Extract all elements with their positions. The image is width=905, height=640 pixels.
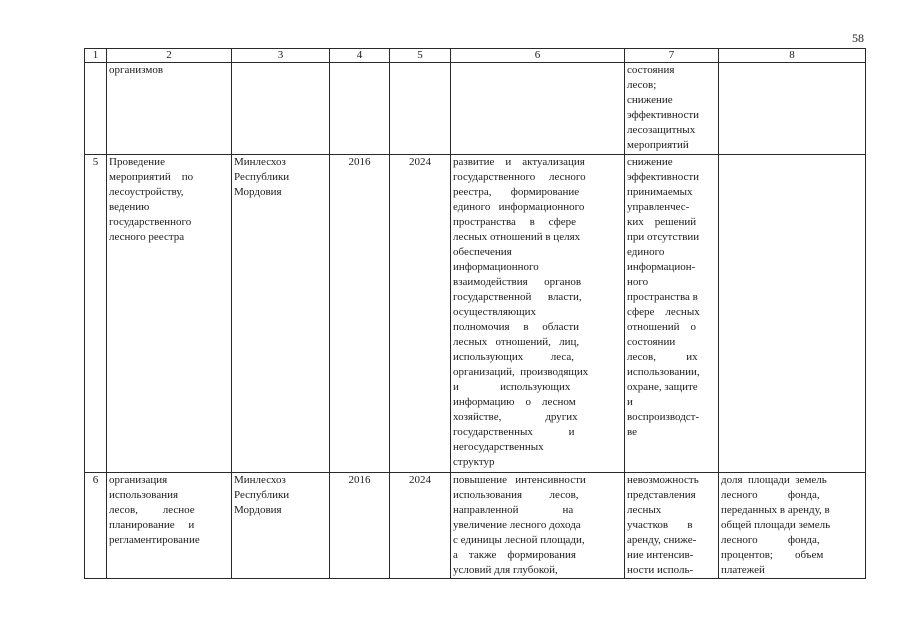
cell-line: процентов; объем	[721, 549, 824, 561]
cell-line: Республики	[234, 171, 290, 183]
cell-line: отношений о	[627, 321, 697, 333]
cell-line: переданных в аренду, в	[721, 504, 830, 516]
cell-line: лесного фонда,	[721, 489, 820, 501]
start-year	[330, 63, 390, 155]
start-year: 2016	[330, 473, 390, 579]
cell-line: ве	[627, 426, 638, 438]
header-cell: 7	[625, 49, 719, 63]
start-year: 2016	[330, 155, 390, 473]
cell-line: лесных	[627, 504, 662, 516]
measure-name	[107, 63, 232, 155]
cell-line: обеспечения	[453, 246, 512, 258]
cell-line: информацию о лесном	[453, 396, 576, 408]
cell-line: при отсутствии	[627, 231, 700, 243]
end-year: 2024	[390, 155, 451, 473]
header-cell: 2	[107, 49, 232, 63]
cell-line: сфере лесных	[627, 306, 700, 318]
indicators	[719, 473, 866, 579]
cell-line: единого	[627, 246, 665, 258]
indicators	[719, 63, 866, 155]
executor	[232, 63, 330, 155]
cell-line: использовании,	[627, 366, 700, 378]
cell-line: взаимодействия органов	[453, 276, 582, 288]
program-table	[84, 48, 866, 579]
cell-line: и использующих	[453, 381, 571, 393]
cell-line: платежей	[721, 564, 765, 576]
consequences	[625, 473, 719, 579]
cell-line: пространства в сфере	[453, 216, 576, 228]
cell-line: аренду, сниже-	[627, 534, 697, 546]
cell-line: использующих леса,	[453, 351, 574, 363]
cell-line: лесов;	[627, 79, 657, 91]
cell-line: лесных отношений, лиц,	[453, 336, 580, 348]
header-cell: 6	[451, 49, 625, 63]
cell-line: Республики	[234, 489, 290, 501]
row-number: 6	[85, 473, 107, 579]
header-cell: 3	[232, 49, 330, 63]
cell-line: охране, защите	[627, 381, 698, 393]
cell-line: эффективности	[627, 171, 700, 183]
cell-line: мероприятий	[627, 139, 689, 151]
executor	[232, 155, 330, 473]
cell-line: государственных и	[453, 426, 575, 438]
executor	[232, 473, 330, 579]
cell-line: Минлесхоз	[234, 474, 286, 486]
cell-line: Минлесхоз	[234, 156, 286, 168]
header-cell: 8	[719, 49, 866, 63]
cell-line: лесозащитных	[627, 124, 696, 136]
cell-line: доля площади земель	[721, 474, 827, 486]
row-number	[85, 63, 107, 155]
consequences	[625, 155, 719, 473]
cell-line: ности исполь-	[627, 564, 694, 576]
cell-line: развитие и актуализация	[453, 156, 585, 168]
cell-line: информацион-	[627, 261, 696, 273]
cell-line: управленчес-	[627, 201, 690, 213]
cell-line: ких решений	[627, 216, 697, 228]
cell-line: Мордовия	[234, 504, 282, 516]
header-cell: 1	[85, 49, 107, 63]
expected-result	[451, 63, 625, 155]
cell-line: организмов	[109, 64, 164, 76]
cell-line: использования лесов,	[453, 489, 579, 501]
expected-result	[451, 155, 625, 473]
cell-line: Мордовия	[234, 186, 282, 198]
cell-line: использования	[109, 489, 179, 501]
measure-name	[107, 155, 232, 473]
cell-line: организаций, производящих	[453, 366, 589, 378]
cell-line: воспроизводст-	[627, 411, 700, 423]
consequences	[625, 63, 719, 155]
cell-line: с единицы лесной площади,	[453, 534, 585, 546]
cell-line: информационного	[453, 261, 539, 273]
cell-line: единого информационного	[453, 201, 585, 213]
page-number: 58	[852, 31, 864, 45]
cell-line: хозяйстве, других	[453, 411, 578, 423]
cell-line: увеличение лесного дохода	[453, 519, 581, 531]
cell-line: лесного реестра	[109, 231, 185, 243]
cell-line: участков в	[627, 519, 693, 531]
cell-line: представления	[627, 489, 696, 501]
cell-line: полномочия в области	[453, 321, 580, 333]
cell-line: состояния	[627, 64, 675, 76]
cell-line: лесов, их	[627, 351, 698, 363]
cell-line: регламентирование	[109, 534, 200, 546]
cell-line: невозможность	[627, 474, 699, 486]
cell-line: лесных отношений в целях	[453, 231, 581, 243]
measure-name	[107, 473, 232, 579]
cell-line: реестра, формирование	[453, 186, 580, 198]
cell-line: снижение	[627, 94, 673, 106]
cell-line: планирование и	[109, 519, 195, 531]
table-row	[85, 473, 866, 579]
cell-line: эффективности	[627, 109, 700, 121]
cell-line: структур	[453, 456, 495, 468]
cell-line: лесоустройству,	[109, 186, 184, 198]
cell-line: негосударственных	[453, 441, 544, 453]
cell-line: а также формирования	[453, 549, 576, 561]
table-row	[85, 155, 866, 473]
end-year	[390, 63, 451, 155]
header-cell: 4	[330, 49, 390, 63]
cell-line: общей площади земель	[721, 519, 831, 531]
cell-line: лесов, лесное	[109, 504, 195, 516]
cell-line: лесного фонда,	[721, 534, 820, 546]
end-year: 2024	[390, 473, 451, 579]
cell-line: ного	[627, 276, 649, 288]
cell-line: государственной власти,	[453, 291, 582, 303]
expected-result	[451, 473, 625, 579]
cell-line: организация	[109, 474, 168, 486]
cell-line: принимаемых	[627, 186, 693, 198]
table-row	[85, 63, 866, 155]
cell-line: пространства в	[627, 291, 698, 303]
cell-line: состоянии	[627, 336, 676, 348]
cell-line: государственного	[109, 216, 192, 228]
indicators	[719, 155, 866, 473]
header-row	[85, 49, 866, 63]
cell-line: направленной на	[453, 504, 574, 516]
cell-line: государственного лесного	[453, 171, 586, 183]
cell-line: снижение	[627, 156, 673, 168]
cell-line: осуществляющих	[453, 306, 536, 318]
cell-line: ние интенсив-	[627, 549, 694, 561]
cell-line: и	[627, 396, 633, 408]
cell-line: условий для глубокой,	[453, 564, 558, 576]
header-cell: 5	[390, 49, 451, 63]
row-number: 5	[85, 155, 107, 473]
cell-line: Проведение	[109, 156, 165, 168]
cell-line: мероприятий по	[109, 171, 194, 183]
cell-line: повышение интенсивности	[453, 474, 586, 486]
cell-line: ведению	[109, 201, 150, 213]
